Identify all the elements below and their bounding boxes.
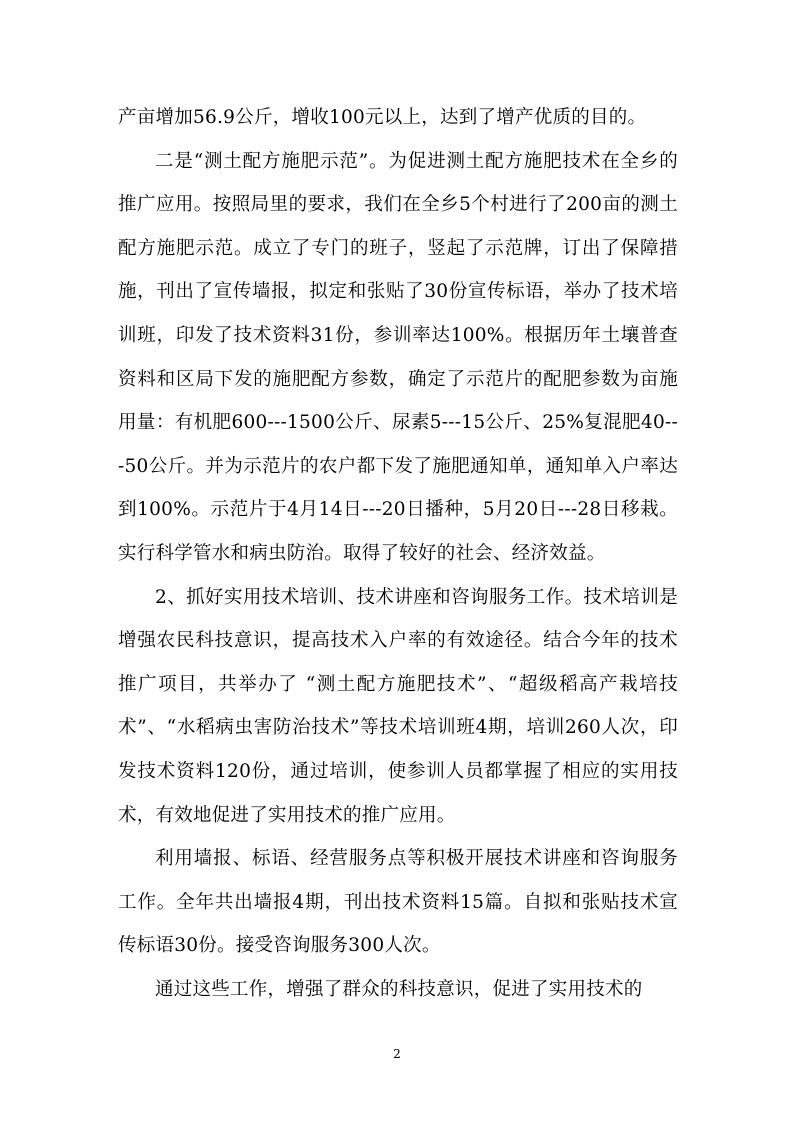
page-number: 2	[393, 1047, 401, 1061]
paragraph-consulting-services: 利用墙报、标语、经营服务点等积极开展技术讲座和咨询服务工作。全年共出墙报4期，刊出技术资料15篇。自拟和张贴技术宣传标语30份。接受咨询服务300人次。	[118, 848, 678, 957]
paragraph-summary-start: 通过这些工作，增强了群众的科技意识，促进了实用技术的	[155, 978, 643, 1000]
document-body	[118, 96, 678, 1011]
paragraph-continuation: 产亩增加56.9公斤，增收100元以上，达到了增产优质的目的。	[118, 107, 647, 128]
paragraph-technical-training: 2、抓好实用技术培训、技术讲座和咨询服务工作。技术培训是增强农民科技意识，提高技术入户率的有效途径。结合今年的技术推广项目，共举办了 “测土配方施肥技术”、“超级稻高产栽培技术”、“水稻病虫害防治技术”等技术培训班4期，培训260人次，印发技术资料120份，通过培训，使参训人员都掌握了相应的实用技术，有效地促进了实用技术的推广应用。	[118, 586, 678, 826]
paragraph-soil-testing-demo: 二是“测土配方施肥示范”。为促进测土配方施肥技术在全乡的推广应用。按照局里的要求，我们在全乡5个村进行了200亩的测土配方施肥示范。成立了专门的班子，竖起了示范牌，订出了保障措施，刊出了宣传墙报，拟定和张贴了30份宣传标语，举办了技术培训班，印发了技术资料31份，参训率达100%。根据历年土壤普查资料和区局下发的施肥配方参数，确定了示范片的配肥参数为亩施用量：有机肥600---1500公斤、尿素5---15公斤、25%复混肥40---50公斤。并为示范片的农户都下发了施肥通知单，通知单入户率达到100%。示范片于4月14日---20日播种，5月20日---28日移栽。实行科学管水和病虫防治。取得了较好的社会、经济效益。	[118, 150, 678, 564]
